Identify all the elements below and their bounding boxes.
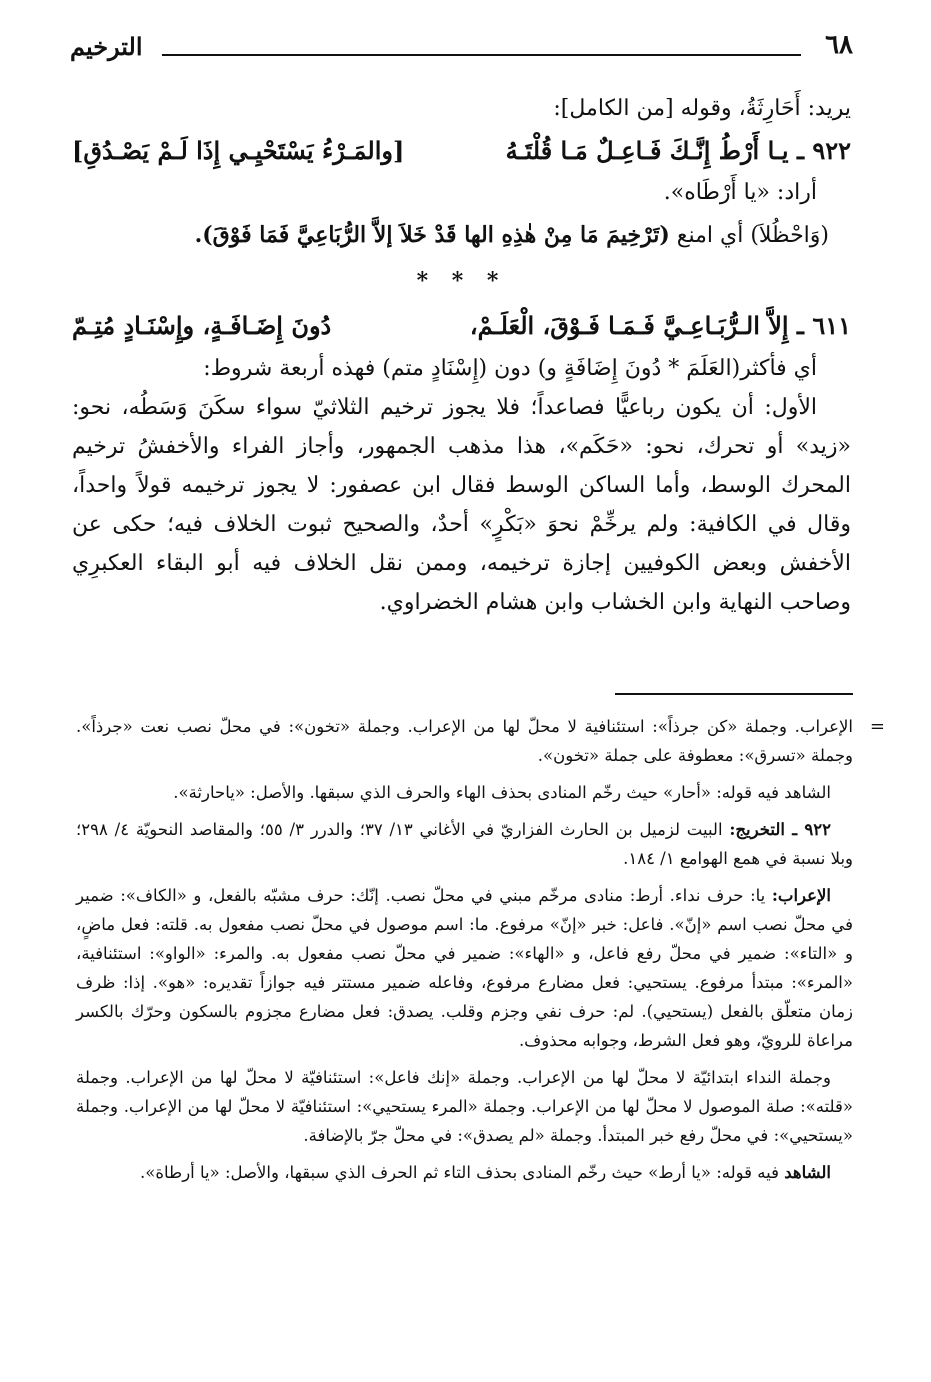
text-line: يريد: أَحَارِثَةُ، وقوله [من الكامل]: <box>553 96 851 121</box>
verse-611 <box>72 303 851 349</box>
quote-lead: (وَاحْظُلاَ) أي امنع <box>676 223 829 248</box>
main-text <box>72 90 851 622</box>
footnote-label: الإعراب: <box>771 886 831 905</box>
section-separator: * * * <box>416 268 507 294</box>
verse-first-hemistich: ٩٢٢ ـ يـا أَرْطُ إِنَّـكَ فَـاعِـلٌ مَـا قُلْتَـهُ <box>505 136 851 165</box>
footnote-paragraph <box>76 1158 853 1187</box>
footnote-label: الشاهد <box>784 1163 831 1182</box>
footnote-label: ٩٢٢ ـ التخريج: <box>729 820 831 839</box>
running-title: الترخيم <box>70 32 143 61</box>
quote-text: (تَرْخِيمَ مَا مِنْ هٰذِهِ الها قَدْ خَلاَ إلاَّ الرُّبَاعِيَّ فَمَا فَوْقَ). <box>194 222 670 248</box>
footnote-paragraph <box>76 881 853 1055</box>
footnote-paragraph: الشاهد فيه قوله: «أحار» حيث رخّم المنادى بحذف الهاء والحرف الذي سبقها. والأصل: «ياحارثة». <box>173 783 831 802</box>
header-rule <box>162 54 801 56</box>
footnote-rule <box>615 693 853 695</box>
page-number: ٦٨ <box>825 30 853 60</box>
footnote-paragraph: وجملة النداء ابتدائيّة لا محلّ لها من الإعراب. وجملة «إنك فاعل»: استئنافيّة لا محلّ لها من الإعراب. وجملة «قلته»: صلة الموصول لا محلّ لها من الإعراب. وجملة «المرء يستحيي»: استئنافيّة لا محلّ لها من الإعراب. وجملة «يستحيي»: في محلّ رفع خبر المبتدأ. وجملة «لم يصدق»: في محلّ جرّ بالإضافة. <box>76 1068 853 1145</box>
paragraph: الأول: أن يكون رباعيًّا فصاعداً؛ فلا يجوز ترخيم الثلاثيّ سواء سكَنَ وَسَطُه، نحو: «زيد» أو تحرك، نحو: «حَكَم»، هذا مذهب الجمهور، وأجاز الفراء والأخفشُ ترخيم المحرك الوسط، وأما الساكن الوسط فقال ابن عصفور: لا يجوز ترخيمه قولاً واحداً، وقال في الكافية: ولم يرخِّمْ نحوَ «بَكْرٍ» أحدٌ، والصحيح ثبوت الخلاف فيه؛ حكى عن الأخفش وبعض الكوفيين إجازة ترخيمه، وممن نقل الخلاف فيه أبو البقاء العكبرِي وصاحب النهاية وابن الخشاب وابن هشام الخضراوي. <box>72 395 851 615</box>
verse-first-hemistich: ٦١١ ـ إِلاَّ الـرُّبَـاعِـيَّ فَـمَـا فَـوْقَ، الْعَلَـمْ، <box>469 311 851 340</box>
footnote-paragraph <box>76 815 853 873</box>
verse-second-hemistich: دُونَ إِضَـافَـةٍ، وإِسْنَـادٍ مُتِـمّ <box>72 311 332 340</box>
verse-second-hemistich: [والمَـرْءُ يَسْتَحْيِـي إِذَا لَـمْ يَصْـدُقِ] <box>72 136 405 165</box>
footnotes <box>76 712 853 1195</box>
footnote-text: البيت لزميل بن الحارث الفزاريّ في الأغاني ١٣/ ٣٧؛ والدرر ٣/ ٥٥؛ والمقاصد النحويّة ٤/ ٢٩٨؛ وبلا نسبة في همع الهوامع ١/ ١٨٤. <box>76 820 853 868</box>
continuation-mark: = <box>869 716 885 737</box>
text-line: أراد: «يا أَرْطَاه». <box>663 180 817 205</box>
paragraph: أي فأكثر(العَلَمَ * دُونَ إِضَافَةٍ و) دون (إِسْنَادٍ متم) فهذه أربعة شروط: <box>203 356 817 381</box>
commentary-quote <box>72 212 829 259</box>
footnote-paragraph: الإعراب. وجملة «كن جرذاً»: استئنافية لا محلّ لها من الإعراب. وجملة «تخون»: في محلّ نصب نعت «جرذاً». وجملة «تسرق»: معطوفة على جملة «تخون». <box>76 717 853 765</box>
page-header <box>70 30 853 70</box>
footnote-text: فيه قوله: «يا أرط» حيث رخّم المنادى بحذف التاء ثم الحرف الذي سبقها، والأصل: «يا أرطاة». <box>140 1163 780 1182</box>
verse-922 <box>72 128 851 174</box>
footnote-text: يا: حرف نداء. أرط: منادى مرخّم مبني في محلّ نصب. إنّك: حرف مشبّه بالفعل، و «الكاف»: ضمير في محلّ نصب اسم «إنّ». فاعل: خبر «إنّ» مرفوع. ما: اسم موصول في محلّ نصب مفعول به. قلته: فعل ماضٍ، و «التاء»: ضمير في محلّ رفع فاعل، و «الهاء»: ضمير في محلّ نصب مفعول به. والمرء: «الواو»: استئنافية، «المرء»: مبتدأ مرفوع. يستحيي: فعل مضارع مرفوع، وفاعله ضمير مستتر فيه جوازاً تقديره: «هو». إذا: ظرف زمان متعلّق بالفعل (يستحيي). لم: حرف نفي وجزم وقلب. يصدق: فعل مضارع مجزوم بالسكون وحرّك بالكسر مراعاة للرويّ، وهو فعل الشرط، وجوابه محذوف. <box>76 886 853 1050</box>
